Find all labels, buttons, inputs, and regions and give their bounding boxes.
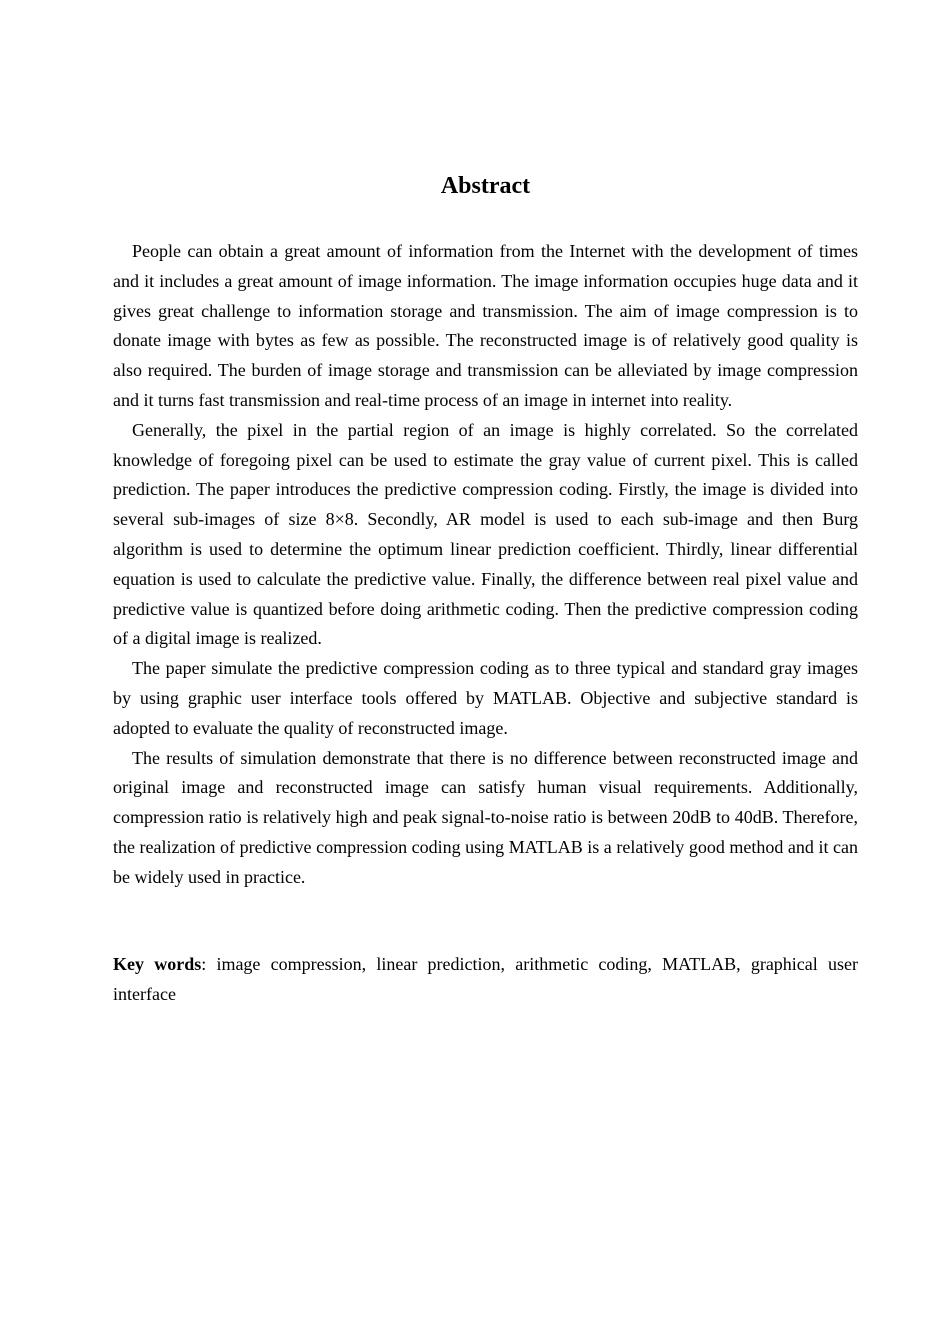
abstract-body xyxy=(113,237,858,893)
abstract-paragraph-4: The results of simulation demonstrate that there is no difference between reconstructed image and original image and reconstructed image can satisfy human visual requirements. Additionally, compression ratio is relatively high and peak signal-to-noise ratio is between 20dB to 40dB. Therefore, the realization of predictive compression coding using MATLAB is a relatively good method and it can be widely used in practice. xyxy=(113,747,858,887)
keywords-label: Key words xyxy=(113,954,202,974)
abstract-paragraph-2: Generally, the pixel in the partial region of an image is highly correlated. So the correlated knowledge of foregoing pixel can be used to estimate the gray value of current pixel. This is called prediction. The paper introduces the predictive compression coding. Firstly, the image is divided into several sub-images of size 8×8. Secondly, AR model is used to each sub-image and then Burg algorithm is used to determine the optimum linear prediction coefficient. Thirdly, linear differential equation is used to calculate the predictive value. Finally, the difference between real pixel value and predictive value is quantized before doing arithmetic coding. Then the predictive compression coding of a digital image is realized. xyxy=(113,419,858,649)
abstract-title: Abstract xyxy=(440,173,531,199)
abstract-paragraph-1: People can obtain a great amount of information from the Internet with the development of times and it includes a great amount of image information. The image information occupies huge data and it gives great challenge to information storage and transmission. The aim of image compression is to donate image with bytes as few as possible. The reconstructed image is of relatively good quality is also required. The burden of image storage and transmission can be alleviated by image compression and it turns fast transmission and real-time process of an image in internet into reality. xyxy=(113,241,858,410)
keywords-line xyxy=(113,950,858,1010)
keywords-separator: : xyxy=(201,954,217,974)
keywords-text: image compression, linear prediction, arithmetic coding, MATLAB, graphical user interface xyxy=(113,954,858,1004)
abstract-paragraph-3: The paper simulate the predictive compression coding as to three typical and standard gray images by using graphic user interface tools offered by MATLAB. Objective and subjective standard is adopted to evaluate the quality of reconstructed image. xyxy=(113,658,858,738)
